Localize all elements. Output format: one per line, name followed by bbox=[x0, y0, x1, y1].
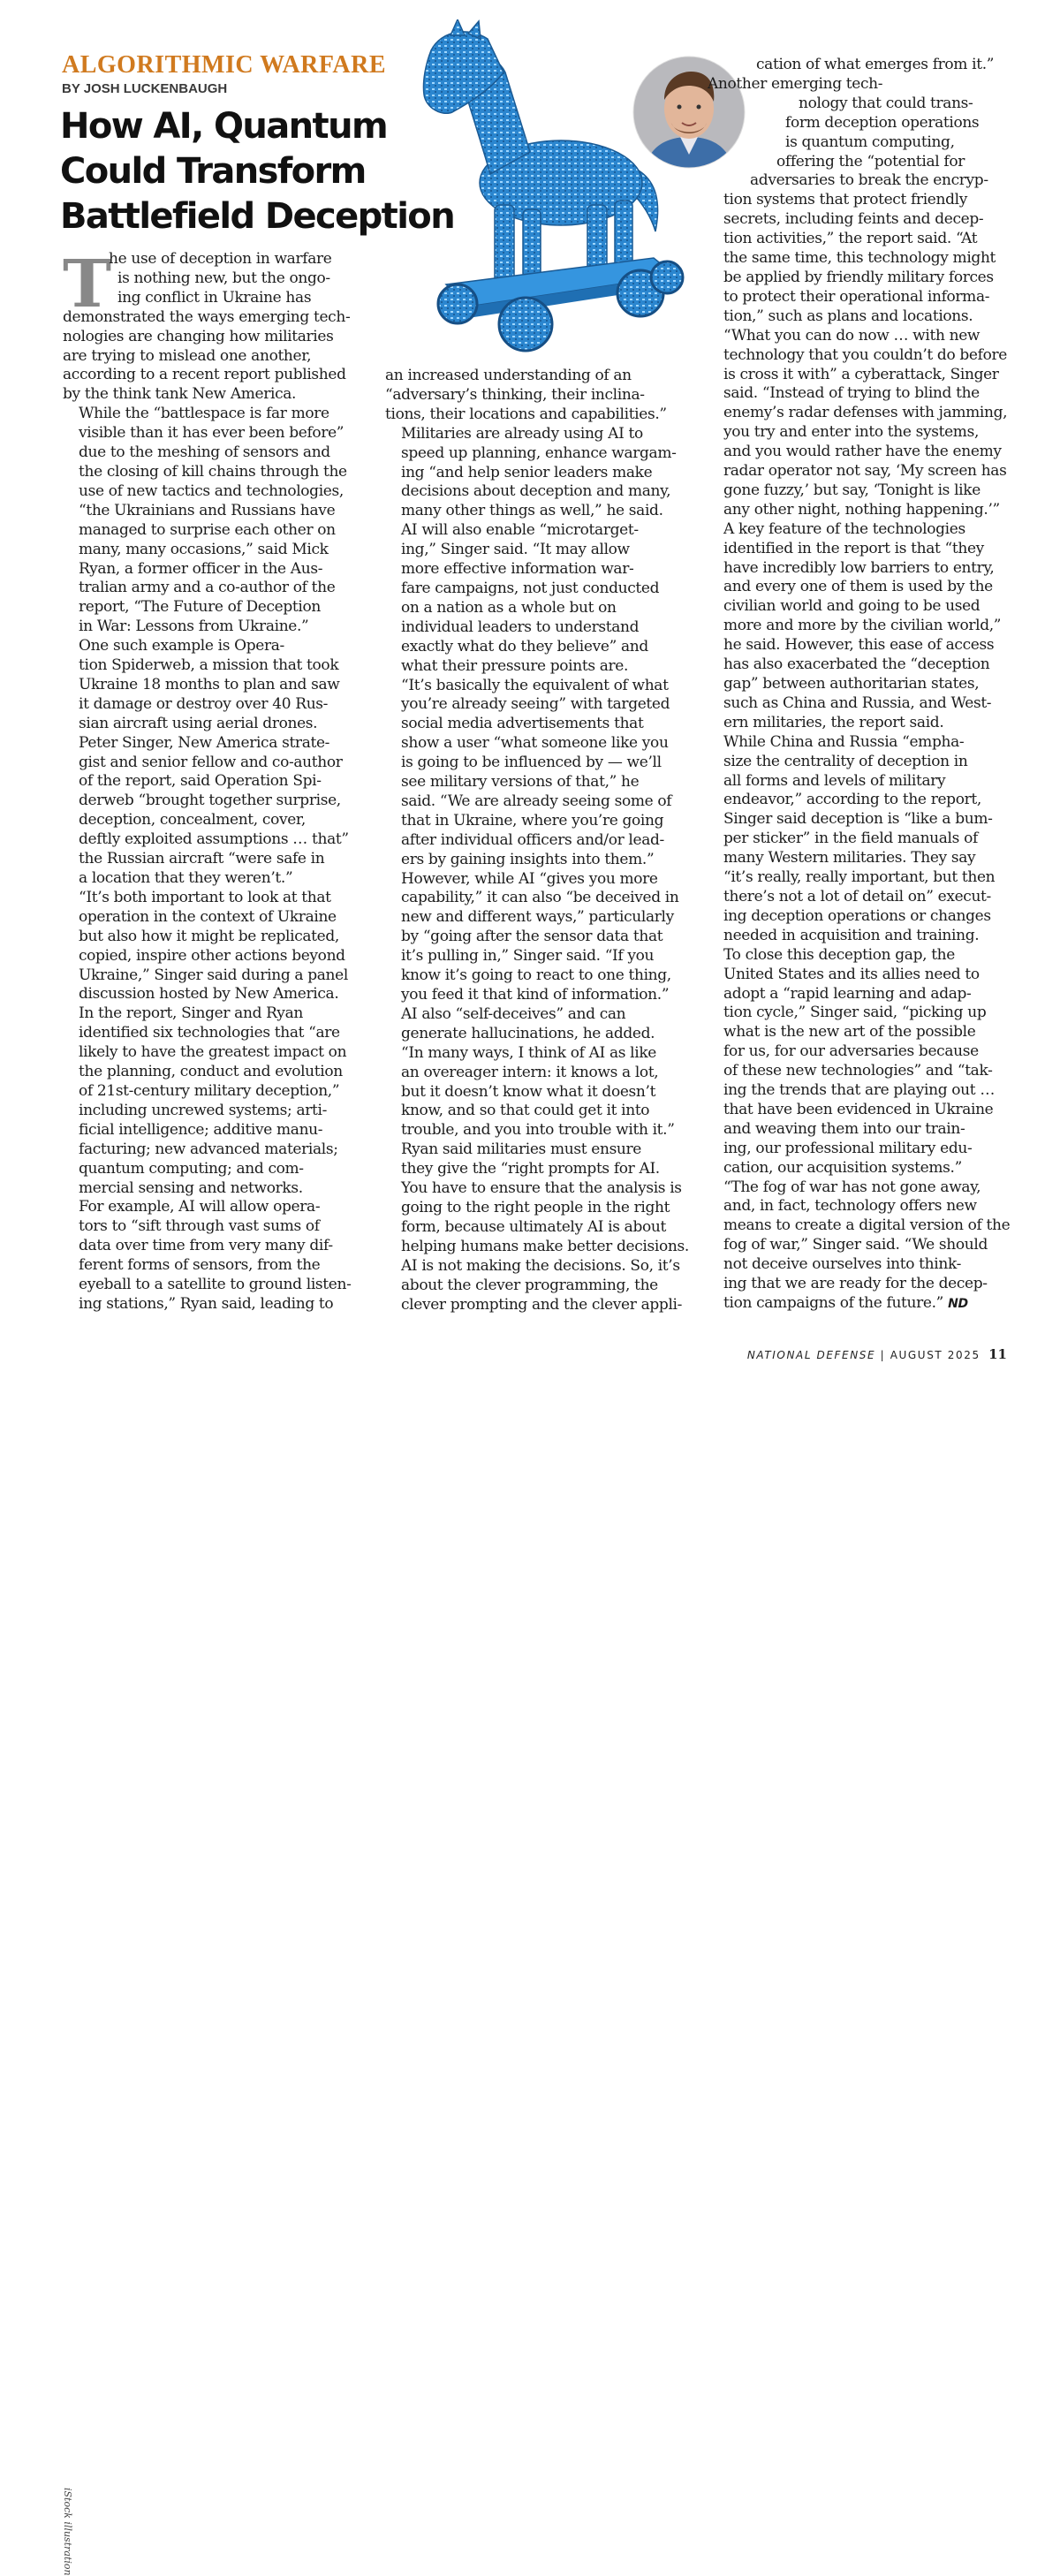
text-line: on a nation as a whole but on bbox=[401, 598, 617, 617]
text-line: Ukraine 18 months to plan and saw bbox=[79, 675, 340, 693]
text-line: the closing of kill chains through the bbox=[79, 462, 347, 481]
text-line: ficial intelligence; additive manu- bbox=[79, 1120, 323, 1139]
text-line: A key feature of the technologies bbox=[723, 519, 965, 538]
text-line: While China and Russia “empha- bbox=[723, 732, 965, 751]
text-line: deftly exploited assumptions … that” bbox=[79, 830, 349, 849]
text-line: are trying to mislead one another, bbox=[63, 346, 312, 365]
text-line: ing,” Singer said. “It may allow bbox=[401, 541, 630, 559]
text-line: nology that could trans- bbox=[799, 94, 973, 112]
text-line: operation in the context of Ukraine bbox=[79, 907, 337, 926]
text-line: For example, AI will allow opera- bbox=[79, 1198, 321, 1216]
text-line: any other night, nothing happening.’” bbox=[723, 500, 1000, 519]
text-line: ing deception operations or changes bbox=[723, 906, 991, 925]
text-line: gap” between authoritarian states, bbox=[723, 675, 980, 693]
text-line: “It’s basically the equivalent of what bbox=[401, 676, 669, 694]
text-line: of the report, said Operation Spi- bbox=[79, 772, 322, 791]
text-line: “It’s both important to look at that bbox=[79, 888, 331, 906]
end-mark: ND bbox=[948, 1297, 968, 1311]
article-paragraph bbox=[385, 367, 690, 425]
text-line: While the “battlespace is far more bbox=[79, 405, 329, 423]
text-line: “What you can do now … with new bbox=[723, 326, 980, 345]
text-line: tion,” such as plans and locations. bbox=[723, 307, 973, 325]
text-line: the same time, this technology might bbox=[723, 249, 996, 268]
text-line: fare campaigns, not just conducted bbox=[401, 579, 660, 597]
text-line: Ryan, a former officer in the Aus- bbox=[79, 559, 323, 578]
text-line: fog of war,” Singer said. “We should bbox=[723, 1236, 988, 1254]
text-line: know, and so that could get it into bbox=[401, 1102, 650, 1120]
text-line: and, in fact, technology offers new bbox=[723, 1197, 977, 1216]
article-column-3 bbox=[708, 56, 1017, 1315]
text-line: adopt a “rapid learning and adap- bbox=[723, 984, 972, 1003]
text-line: size the centrality of deception in bbox=[723, 752, 968, 770]
text-line: helping humans make better decisions. bbox=[401, 1237, 689, 1255]
article-paragraph bbox=[385, 870, 690, 1005]
headline-line: Battlefield Deception bbox=[60, 196, 455, 237]
text-line: and every one of them is used by the bbox=[723, 578, 993, 596]
text-line: facturing; new advanced materials; bbox=[79, 1140, 338, 1158]
text-line: tion cycle,” Singer said, “picking up bbox=[723, 1004, 987, 1022]
text-line: gone fuzzy,’ but say, ‘Tonight is like bbox=[723, 481, 980, 499]
text-line: eyeball to a satellite to ground listen- bbox=[79, 1276, 352, 1294]
issue-date: AUGUST 2025 bbox=[890, 1349, 980, 1361]
text-line: there’s not a lot of detail on” execut- bbox=[723, 887, 991, 905]
footer-separator: | bbox=[880, 1349, 886, 1361]
text-line: tralian army and a co-author of the bbox=[79, 579, 336, 597]
article-paragraph bbox=[63, 734, 363, 889]
text-line: “adversary’s thinking, their inclina- bbox=[385, 385, 645, 404]
text-line: tion Spiderweb, a mission that took bbox=[79, 656, 339, 675]
text-line: is cross it with” a cyberattack, Singer bbox=[723, 365, 999, 383]
text-line: according to a recent report published bbox=[63, 366, 346, 384]
text-line: ers by gaining insights into them.” bbox=[401, 850, 655, 868]
text-line: is quantum computing, bbox=[785, 133, 955, 151]
text-line: radar operator not say, ‘My screen has bbox=[723, 462, 1007, 481]
text-line: see military versions of that,” he bbox=[401, 773, 640, 792]
photo-credit: iStock illustration bbox=[62, 2488, 73, 2576]
article-paragraph bbox=[63, 1198, 363, 1314]
text-line: ing, our professional military edu- bbox=[723, 1139, 973, 1157]
text-line: such as China and Russia, and West- bbox=[723, 693, 992, 712]
photo-credit-wrap bbox=[37, 1244, 73, 2576]
page-footer bbox=[747, 1346, 1007, 1362]
text-line: they give the “right prompts for AI. bbox=[401, 1160, 660, 1178]
text-line: an increased understanding of an bbox=[385, 367, 632, 384]
page-number: 11 bbox=[988, 1346, 1007, 1362]
text-line: “the Ukrainians and Russians have bbox=[79, 501, 336, 519]
text-line: “In many ways, I think of AI as like bbox=[401, 1043, 657, 1062]
text-line: to protect their operational informa- bbox=[723, 287, 990, 306]
text-line: deception, concealment, cover, bbox=[79, 811, 306, 830]
text-line: copied, inspire other actions beyond bbox=[79, 946, 345, 965]
article-paragraph bbox=[708, 75, 1017, 327]
text-line: Ryan said militaries must ensure bbox=[401, 1140, 642, 1159]
article-paragraph bbox=[708, 327, 1017, 520]
text-line: tion systems that protect friendly bbox=[723, 191, 967, 209]
text-line: Peter Singer, New America strate- bbox=[79, 733, 330, 752]
text-line: more and more by the civilian world,” bbox=[723, 617, 1002, 635]
text-line: secrets, including feints and decep- bbox=[723, 210, 984, 229]
text-line: after individual officers and/or lead- bbox=[401, 830, 664, 849]
text-line: decisions about deception and many, bbox=[401, 482, 671, 501]
text-line: ing that we are ready for the decep- bbox=[723, 1275, 988, 1293]
text-line: you feed it that kind of information.” bbox=[401, 986, 670, 1004]
text-line: about the clever programming, the bbox=[401, 1276, 658, 1294]
text-line: show a user “what someone like you bbox=[401, 734, 669, 753]
article-paragraph bbox=[708, 1178, 1017, 1315]
text-line: is nothing new, but the ongo- bbox=[117, 269, 330, 287]
text-line: many, many occasions,” said Mick bbox=[79, 540, 329, 558]
text-line: more effective information war- bbox=[401, 560, 634, 579]
text-line: quantum computing; and com- bbox=[79, 1159, 304, 1178]
text-line: civilian world and going to be used bbox=[723, 597, 980, 616]
text-line: clever prompting and the clever appli- bbox=[401, 1295, 683, 1314]
text-line: likely to have the greatest impact on bbox=[79, 1043, 347, 1062]
text-line: means to create a digital version of the bbox=[723, 1216, 1011, 1235]
article-paragraph bbox=[385, 425, 690, 522]
article-paragraph bbox=[385, 677, 690, 870]
text-line: due to the meshing of sensors and bbox=[79, 443, 330, 462]
text-line: technology that you couldn’t do before bbox=[723, 345, 1007, 364]
headline-line: Could Transform bbox=[60, 151, 366, 192]
text-line: enemy’s radar defenses with jamming, bbox=[723, 404, 1008, 422]
text-line: exactly what do they believe” and bbox=[401, 637, 648, 655]
text-line: ern militaries, the report said. bbox=[723, 713, 944, 731]
text-line: trouble, and you into trouble with it.” bbox=[401, 1121, 675, 1140]
text-line: use of new tactics and technologies, bbox=[79, 481, 344, 500]
text-line: a location that they weren’t.” bbox=[79, 869, 293, 887]
article-paragraph bbox=[63, 405, 363, 637]
text-line: he said. However, this ease of access bbox=[723, 636, 995, 655]
article-paragraph bbox=[63, 1004, 363, 1198]
text-line: speed up planning, enhance wargam- bbox=[401, 443, 677, 462]
text-line: by the think tank New America. bbox=[63, 385, 297, 404]
article-column-1 bbox=[63, 246, 363, 1315]
text-line: new and different ways,” particularly bbox=[401, 908, 674, 927]
publication-name: NATIONAL DEFENSE bbox=[746, 1349, 876, 1361]
text-line: but it doesn’t know what it doesn’t bbox=[401, 1082, 656, 1101]
text-line: the Russian aircraft “were safe in bbox=[79, 850, 325, 868]
text-line: “it’s really, really important, but then bbox=[723, 868, 996, 887]
text-line: and you would rather have the enemy bbox=[723, 443, 1002, 461]
text-line: Militaries are already using AI to bbox=[401, 424, 643, 443]
text-line: One such example is Opera- bbox=[79, 637, 284, 655]
text-line: ing stations,” Ryan said, leading to bbox=[79, 1294, 334, 1313]
text-line: what is the new art of the possible bbox=[723, 1023, 976, 1042]
text-line: generate hallucinations, he added. bbox=[401, 1024, 655, 1042]
text-line: including uncrewed systems; arti- bbox=[79, 1101, 327, 1119]
text-line: going to the right people in the right bbox=[401, 1198, 670, 1216]
text-line: you’re already seeing” with targeted bbox=[401, 695, 670, 714]
text-line: that have been evidenced in Ukraine bbox=[723, 1100, 994, 1118]
text-line: discussion hosted by New America. bbox=[79, 985, 339, 1004]
text-line: United States and its allies need to bbox=[723, 965, 980, 983]
text-line: said. “Instead of trying to blind the bbox=[723, 384, 980, 403]
text-line: many other things as well,” he said. bbox=[401, 502, 663, 520]
text-line: cation, our acquisition systems.” bbox=[723, 1158, 962, 1177]
text-line: but also how it might be replicated, bbox=[79, 927, 339, 945]
text-line: of these new technologies” and “tak- bbox=[723, 1062, 993, 1080]
article-paragraph bbox=[385, 1140, 690, 1315]
text-line: Another emerging tech- bbox=[708, 74, 883, 93]
text-line: nologies are changing how militaries bbox=[63, 327, 334, 345]
article-paragraph bbox=[63, 246, 363, 405]
text-line: You have to ensure that the analysis is bbox=[401, 1179, 682, 1198]
text-line: tion campaigns of the future.” ND bbox=[723, 1294, 968, 1312]
text-line: form, because ultimately AI is about bbox=[401, 1217, 666, 1236]
text-line: AI is not making the decisions. So, it’s bbox=[401, 1256, 680, 1275]
headline bbox=[60, 104, 466, 239]
text-line: many Western militaries. They say bbox=[723, 849, 976, 868]
byline: BY JOSH LUCKENBAUGH bbox=[62, 81, 228, 96]
article-column-2 bbox=[385, 367, 690, 1315]
article-paragraph bbox=[385, 1005, 690, 1140]
text-line: ing “and help senior leaders make bbox=[401, 463, 653, 481]
text-line: AI will also enable “microtarget- bbox=[401, 521, 639, 540]
text-line: social media advertisements that bbox=[401, 715, 644, 733]
text-line: Ukraine,” Singer said during a panel bbox=[79, 966, 348, 984]
text-line: all forms and levels of military bbox=[723, 771, 946, 790]
article-paragraph bbox=[708, 733, 1017, 946]
text-line: needed in acquisition and training. bbox=[723, 926, 980, 944]
text-line: be applied by friendly military forces bbox=[723, 268, 994, 286]
text-line: per sticker” in the field manuals of bbox=[723, 830, 978, 848]
text-line: capability,” it can also “be deceived in bbox=[401, 889, 679, 907]
text-line: form deception operations bbox=[785, 113, 980, 132]
text-line: identified six technologies that “are bbox=[79, 1024, 340, 1042]
text-line: visible than it has ever been before” bbox=[79, 424, 344, 443]
text-line: said. “We are already seeing some of bbox=[401, 792, 672, 810]
article-paragraph bbox=[708, 520, 1017, 733]
text-line: cation of what emerges from it.” bbox=[756, 56, 995, 73]
text-line: he use of deception in warfare bbox=[109, 250, 332, 268]
text-line: Singer said deception is “like a bum- bbox=[723, 810, 993, 829]
text-line: AI also “self-deceives” and can bbox=[401, 1004, 626, 1023]
text-line: ing conflict in Ukraine has bbox=[117, 288, 312, 307]
text-line: managed to surprise each other on bbox=[79, 520, 336, 539]
text-line: demonstrated the ways emerging tech- bbox=[63, 307, 351, 326]
text-line: However, while AI “gives you more bbox=[401, 869, 658, 888]
text-line: for us, for our adversaries because bbox=[723, 1042, 979, 1061]
text-line: it’s pulling in,” Singer said. “If you bbox=[401, 947, 655, 966]
text-line: has also exacerbated the “deception bbox=[723, 655, 990, 674]
text-line: report, “The Future of Deception bbox=[79, 598, 321, 617]
text-line: have incredibly low barriers to entry, bbox=[723, 558, 995, 577]
text-line: adversaries to break the encryp- bbox=[750, 171, 988, 190]
text-line: In the report, Singer and Ryan bbox=[79, 1004, 303, 1023]
text-line: you try and enter into the systems, bbox=[723, 423, 980, 442]
text-line: it damage or destroy over 40 Rus- bbox=[79, 694, 329, 713]
article-paragraph bbox=[63, 889, 363, 1004]
text-line: of 21st-century military deception,” bbox=[79, 1081, 340, 1100]
text-line: ferent forms of sensors, from the bbox=[79, 1256, 321, 1275]
text-line: ing the trends that are playing out … bbox=[723, 1081, 995, 1100]
article-paragraph bbox=[708, 56, 1017, 75]
headline-line: How AI, Quantum bbox=[60, 106, 388, 147]
article-paragraph bbox=[63, 637, 363, 734]
text-line: by “going after the sensor data that bbox=[401, 928, 663, 946]
drop-cap: T bbox=[63, 246, 112, 322]
text-line: an overeager intern: it knows a lot, bbox=[401, 1063, 659, 1081]
text-line: is going to be influenced by — we’ll bbox=[401, 754, 662, 772]
text-line: the planning, conduct and evolution bbox=[79, 1063, 343, 1081]
text-line: not deceive ourselves into think- bbox=[723, 1255, 961, 1274]
text-line: that in Ukraine, where you’re going bbox=[401, 811, 664, 830]
text-line: and weaving them into our train- bbox=[723, 1119, 965, 1138]
text-line: tion activities,” the report said. “At bbox=[723, 230, 978, 248]
text-line: derweb “brought together surprise, bbox=[79, 792, 341, 810]
text-line: endeavor,” according to the report, bbox=[723, 791, 981, 809]
text-line: To close this deception gap, the bbox=[723, 945, 955, 964]
article-paragraph bbox=[385, 521, 690, 676]
text-line: “The fog of war has not gone away, bbox=[723, 1178, 981, 1196]
text-line: offering the “potential for bbox=[776, 152, 965, 170]
text-line: tors to “sift through vast sums of bbox=[79, 1217, 320, 1236]
text-line: individual leaders to understand bbox=[401, 617, 640, 636]
article-paragraph bbox=[708, 946, 1017, 1178]
section-kicker: ALGORITHMIC WARFARE bbox=[62, 51, 387, 79]
text-line: sian aircraft using aerial drones. bbox=[79, 714, 318, 732]
text-line: what their pressure points are. bbox=[401, 656, 629, 675]
text-line: in War: Lessons from Ukraine.” bbox=[79, 617, 309, 636]
text-line: data over time from very many dif- bbox=[79, 1237, 333, 1255]
text-line: mercial sensing and networks. bbox=[79, 1178, 303, 1197]
text-line: tions, their locations and capabilities.” bbox=[385, 405, 667, 423]
text-line: know it’s going to react to one thing, bbox=[401, 966, 671, 985]
text-line: gist and senior fellow and co-author bbox=[79, 753, 343, 771]
text-line: identified in the report is that “they bbox=[723, 539, 984, 557]
